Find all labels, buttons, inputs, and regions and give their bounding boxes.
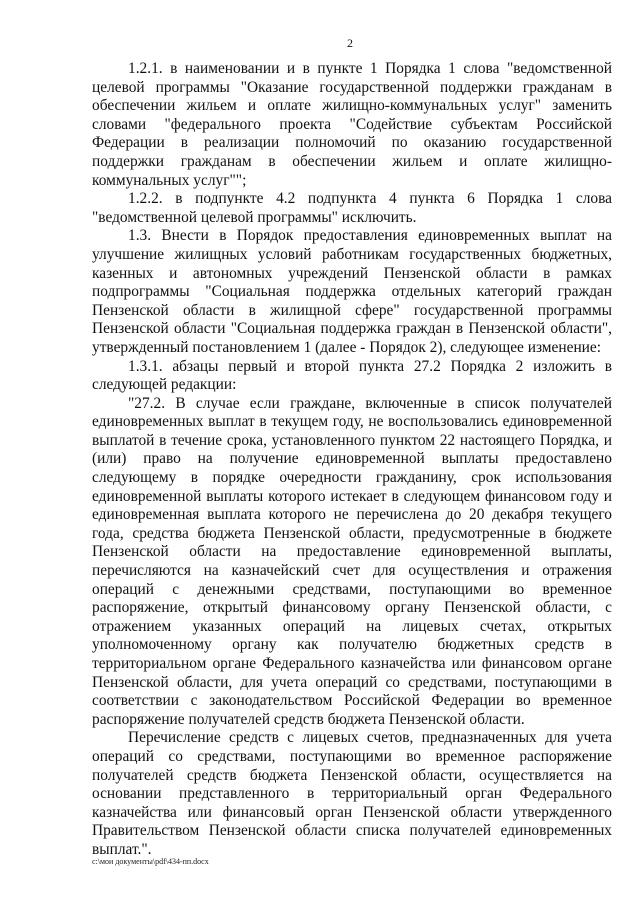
paragraph-1-3: 1.3. Внести в Порядок предоставления единовременных выплат на улучшение жилищных условий работникам государственных бюджетных, казенных и автономных учреждений Пензенской области в рамках подпрограммы "Социальная поддержка отдельных категорий граждан Пензенской области в жилищной сфере" государственной программы Пензенской области "Социальная поддержка граждан в Пензенской области", утвержденный постановлением 1 (далее - Порядок 2), следующее изменение: [92, 227, 612, 356]
paragraph-transfer: Перечисление средств с лицевых счетов, предназначенных для учета операций со средствами, поступающими во временное распоряжение получателей средств бюджета Пензенской области, осуществляется на основании представленного в территориальный орган Федерального казначейства или финансовый орган Пензенской области утвержденного Правительством Пензенской области списка получателей единовременных выплат.". [92, 729, 612, 858]
paragraph-1-2-2: 1.2.2. в подпункте 4.2 подпункта 4 пункта 6 Порядка 1 слова "ведомственной целевой программы" исключить. [92, 190, 612, 226]
page-number: 2 [347, 36, 353, 50]
paragraph-27-2: "27.2. В случае если граждане, включенные в список получателей единовременных выплат в текущем году, не воспользовались единовременной выплатой в течение срока, установленного пунктом 22 настоящего Порядка, и (или) право на получение единовременной выплаты предоставлено следующему в порядке очередности гражданину, срок использования единовременной выплаты которого истекает в следующем финансовом году и единовременная выплата которого не перечислена до 20 декабря текущего года, средства бюджета Пензенской области, предусмотренные в бюджете Пензенской области на предоставление единовременной выплаты, перечисляются на казначейский счет для осуществления и отражения операций с денежными средствами, поступающими во временное распоряжение, открытый финансовому органу Пензенской области, с отражением указанных операций на лицевых счетах, открытых уполномоченному органу как получателю бюджетных средств в территориальном органе Федерального казначейства или финансовом органе Пензенской области, для учета операций со средствами, поступающими в соответствии с законодательством Российской Федерации во временное распоряжение получателей средств бюджета Пензенской области. [92, 394, 612, 728]
paragraph-1-2-1: 1.2.1. в наименовании и в пункте 1 Порядка 1 слова "ведомственной целевой программы "Оказание государственной поддержки гражданам в обеспечении жильем и оплате жилищно-коммунальных услуг" заменить словами "федерального проекта "Содействие субъектам Российской Федерации в реализации полномочий по оказанию государственной поддержки гражданам в обеспечении жильем и оплате жилищно-коммунальных услуг""; [92, 60, 612, 189]
footer-file-path: c:\мои документы\pdf\434-пп.docx [92, 857, 209, 866]
paragraph-1-3-1: 1.3.1. абзацы первый и второй пункта 27.2 Порядка 2 изложить в следующей редакции: [92, 357, 612, 394]
document-body [92, 60, 612, 860]
